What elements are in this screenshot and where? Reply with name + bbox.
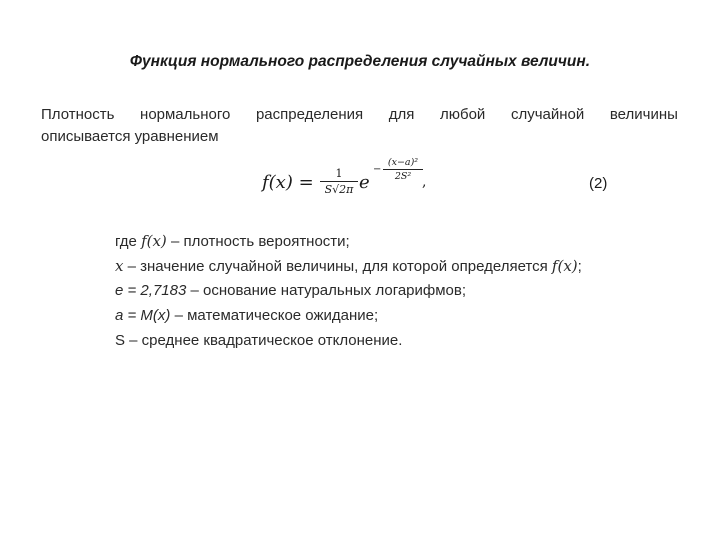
intro-line-2: описывается уравнением	[41, 128, 219, 145]
definition-text: – плотность вероятности;	[166, 233, 350, 250]
formula-comma: ,	[422, 174, 427, 190]
intro-word: распределения	[255, 106, 364, 123]
equation-number: (2)	[589, 175, 608, 192]
intro-word: любой	[440, 106, 486, 123]
intro-word: величины	[609, 106, 678, 123]
exponent-denominator: 2S²	[394, 171, 412, 182]
coefficient-numerator: 1	[335, 167, 343, 180]
symbol-fx: f(x)	[141, 232, 167, 250]
exponent-numerator: (x−a)²	[387, 157, 419, 168]
definitions-list	[115, 230, 675, 355]
intro-word: нормального	[140, 106, 231, 123]
formula-equals: =	[292, 172, 314, 193]
formula-lhs	[262, 172, 314, 193]
intro-word: Плотность	[41, 106, 115, 123]
definition-end: ;	[577, 258, 582, 275]
intro-line-1	[41, 104, 678, 126]
symbol-a: а = М(х)	[115, 307, 171, 324]
coefficient-denominator: S√2π	[324, 183, 354, 196]
definition-text: S – среднее квадратическое отклонение.	[115, 332, 403, 349]
definition-line-4	[115, 305, 675, 330]
definition-prefix: где	[115, 233, 142, 250]
symbol-x: x	[115, 257, 124, 275]
intro-word: для	[388, 106, 415, 123]
definition-line-1	[115, 230, 675, 255]
density-formula	[262, 155, 622, 215]
fraction-bar	[320, 181, 358, 182]
definition-line-5	[115, 330, 675, 355]
symbol-e: е = 2,7183	[115, 282, 187, 299]
intro-paragraph	[41, 104, 678, 148]
symbol-fx: f(x)	[551, 257, 578, 275]
definition-line-2	[115, 255, 675, 280]
exponent-fraction-bar	[383, 169, 423, 170]
definition-text: – значение случайной величины, для которой определяется	[123, 258, 552, 275]
slide-title: Функция нормального распределения случайных величин.	[129, 53, 591, 70]
exponent-minus: −	[373, 164, 382, 175]
exponent-fraction	[383, 157, 423, 182]
definition-text: – математическое ожидание;	[170, 307, 379, 324]
formula-function: f(x)	[262, 172, 293, 193]
intro-word: случайной	[510, 106, 585, 123]
formula-base: e	[359, 172, 370, 193]
definition-line-3	[115, 280, 675, 305]
formula-coefficient	[320, 167, 358, 196]
definition-text: – основание натуральных логарифмов;	[186, 282, 467, 299]
